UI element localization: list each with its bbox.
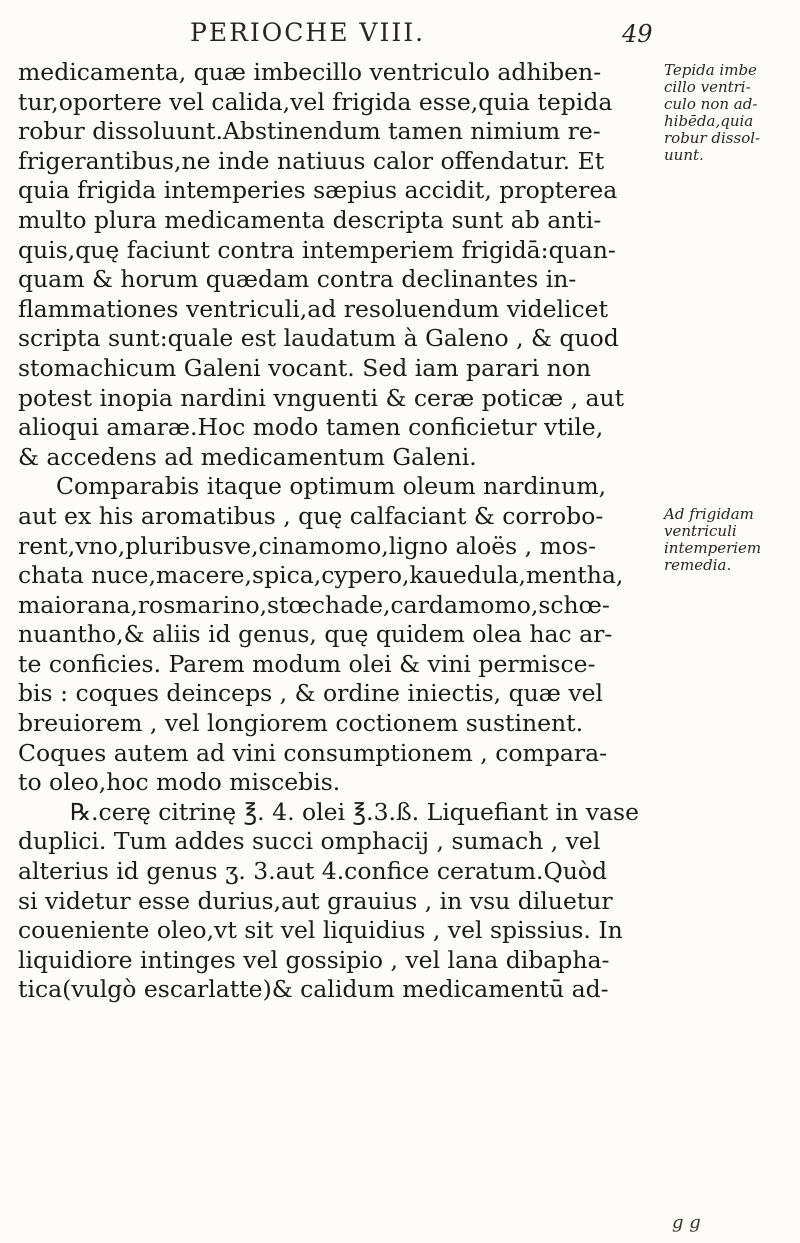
- text-line: bis : coques deinceps , & ordine iniectis, quæ vel: [18, 679, 604, 708]
- text-line: coueniente oleo,vt sit vel liquidius , vel spissius. In: [18, 916, 623, 945]
- text-line: te conficies. Parem modum olei & vini permisce-: [18, 649, 596, 678]
- text-line: Coques autem ad vini consumptionem , compara-: [18, 738, 608, 767]
- margin-note-line: Tepida imbe: [664, 61, 757, 79]
- text-line: Comparabis itaque optimum oleum nardinum,: [56, 472, 607, 501]
- text-line: alioqui amaræ.Hoc modo tamen conficietur vtile,: [18, 413, 604, 442]
- text-line: si videtur esse durius,aut grauius , in vsu diluetur: [18, 886, 613, 915]
- text-line: to oleo,hoc modo miscebis.: [18, 768, 341, 797]
- margin-note-line: uunt.: [664, 146, 704, 164]
- text-line: alterius id genus ʒ. 3.aut 4.confice ceratum.Quòd: [18, 857, 608, 886]
- text-line: flammationes ventriculi,ad resoluendum videlicet: [18, 294, 609, 323]
- text-line: robur dissoluunt.Abstinendum tamen nimium re-: [18, 117, 601, 146]
- text-line: nuantho,& aliis id genus, quę quidem olea hac ar-: [18, 620, 613, 649]
- text-line: quam & horum quædam contra declinantes in-: [18, 265, 577, 294]
- text-line: medicamenta, quæ imbecillo ventriculo adhiben-: [18, 58, 602, 86]
- text-line: tica(vulgò escarlatte)& calidum medicamentū ad-: [18, 975, 609, 1004]
- margin-note: [664, 506, 800, 574]
- text-line: stomachicum Galeni vocant. Sed iam parari non: [18, 353, 591, 382]
- body-text: [18, 58, 658, 1005]
- text-line: maiorana,rosmarino,stœchade,cardamomo,schœ-: [18, 590, 610, 619]
- margin-note-line: culo non ad-: [664, 95, 758, 113]
- text-line: potest inopia nardini vnguenti & ceræ poticæ , aut: [18, 383, 625, 412]
- text-line: quia frigida intemperies sæpius accidit, propterea: [18, 176, 618, 205]
- text-line: quis,quę faciunt contra intemperiem frigidā:quan-: [18, 235, 616, 264]
- text-line: scripta sunt:quale est laudatum à Galeno , & quod: [18, 324, 619, 353]
- page-number: 49: [622, 20, 653, 48]
- margin-note-line: hibēda,quia: [664, 112, 754, 130]
- text-line: breuiorem , vel longiorem coctionem sustinent.: [18, 709, 584, 738]
- text-line: duplici. Tum addes succi omphacij , sumach , vel: [18, 827, 601, 856]
- margin-note-line: Ad frigidam: [664, 505, 754, 523]
- text-line: frigerantibus,ne inde natiuus calor offendatur. Et: [18, 146, 605, 175]
- margin-note-line: cillo ventri-: [664, 78, 751, 96]
- margin-note: [664, 62, 800, 164]
- text-line: multo plura medicamenta descripta sunt ab anti-: [18, 205, 602, 234]
- text-line: tur,oportere vel calida,vel frigida esse,quia tepida: [18, 87, 613, 116]
- margin-note-line: robur dissol-: [664, 129, 761, 147]
- text-line: ℞.cerę citrinę ℥. 4. olei ℥.3.ß. Liquefiant in vase: [70, 797, 639, 826]
- signature-mark: g g: [672, 1212, 701, 1233]
- text-line: chata nuce,macere,spica,cypero,kauedula,mentha,: [18, 561, 624, 590]
- text-line: & accedens ad medicamentum Galeni.: [18, 442, 477, 471]
- text-line: aut ex his aromatibus , quę calfaciant & corrobo-: [18, 501, 604, 530]
- margin-note-line: intemperiem: [664, 539, 762, 557]
- margin-note-line: remedia.: [664, 556, 732, 574]
- running-title: PERIOCHE VIII.: [190, 18, 426, 47]
- margin-note-line: ventriculi: [664, 522, 737, 540]
- text-line: rent,vno,pluribusve,cinamomo,ligno aloës , mos-: [18, 531, 597, 560]
- text-line: liquidiore intinges vel gossipio , vel lana dibapha-: [18, 945, 610, 974]
